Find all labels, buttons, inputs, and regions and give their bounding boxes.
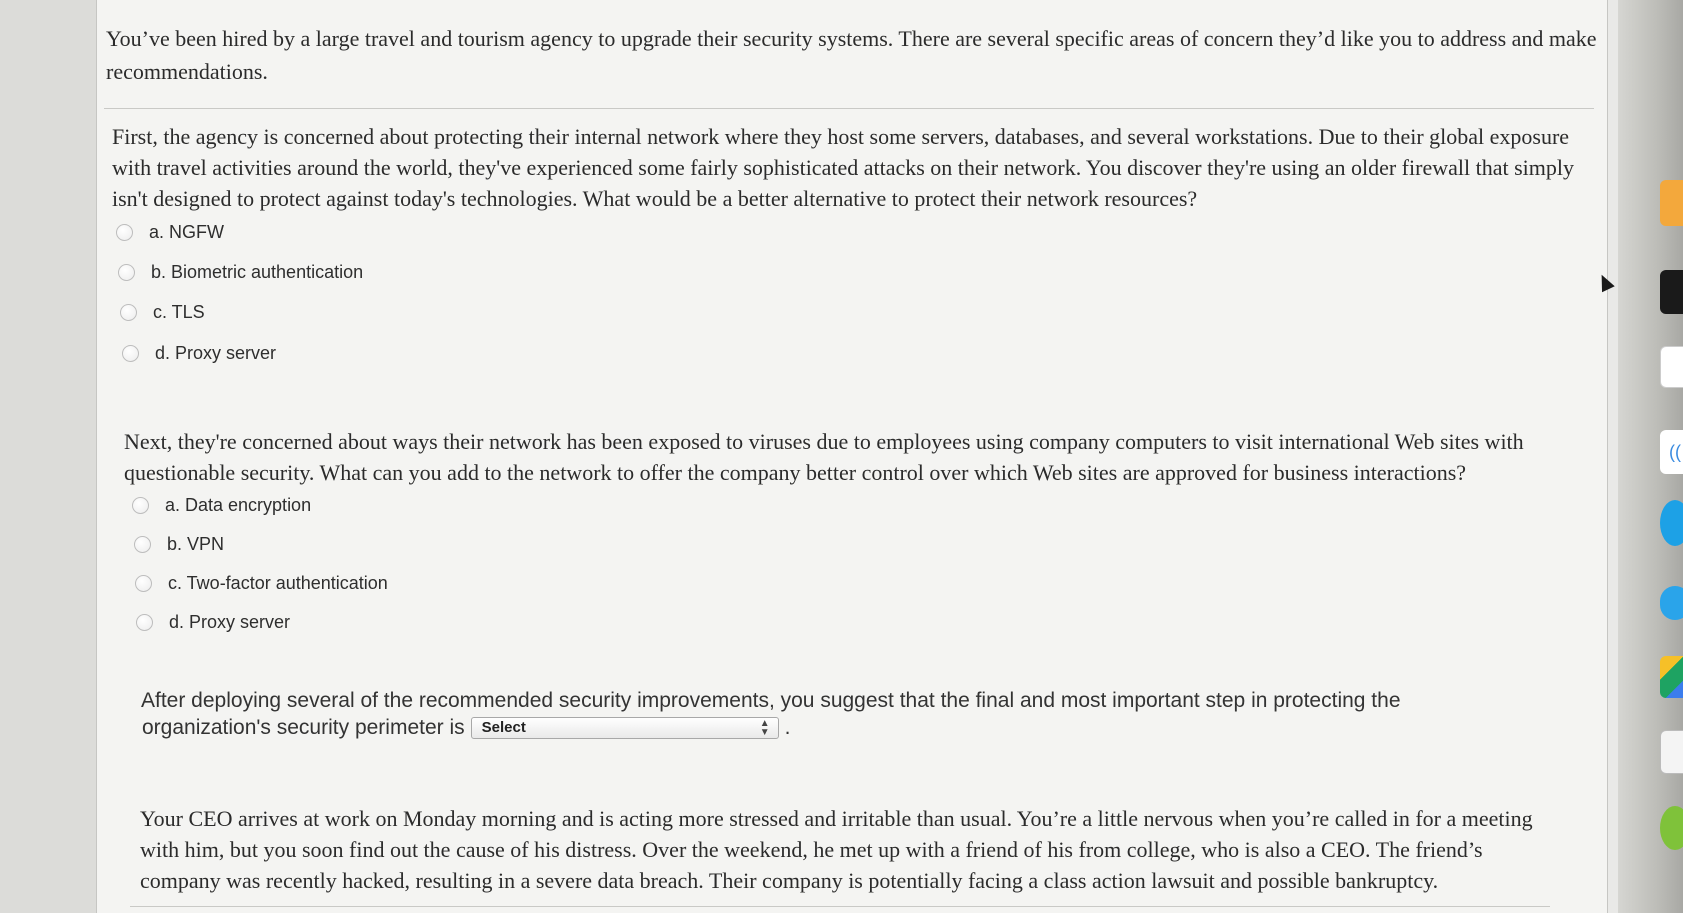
radio-button[interactable] bbox=[120, 304, 137, 321]
option-label: a. Data encryption bbox=[165, 495, 312, 515]
option-label: b. VPN bbox=[167, 534, 225, 554]
question-2-text: Next, they're concerned about ways their network has been exposed to viruses due to employees using company computers to visit international Web sites with questionable security. What can you add to the network to offer the company better control over which Web sites are approved for business interactions? bbox=[124, 429, 1524, 485]
notes-icon[interactable] bbox=[1660, 346, 1683, 388]
question-4-text: Your CEO arrives at work on Monday morning and is acting more stressed and irritable than usual. You’re a little nervous when you’re called in for a meeting with him, but you soon find out the cause of his distress. Over the weekend, he met up with a friend of his from college, who is also a CEO. The friend’s company was recently hacked, resulting in a severe data breach. Their company is potentially facing a class action lawsuit and possible bankruptcy. bbox=[140, 806, 1533, 893]
wifi-icon[interactable]: (( bbox=[1660, 430, 1683, 474]
select-value: Select bbox=[481, 719, 526, 737]
q1-option-b[interactable] bbox=[118, 262, 363, 283]
option-label: b. Biometric authentication bbox=[151, 262, 364, 282]
divider bbox=[130, 906, 1550, 907]
question-3-line-1: After deploying several of the recommended security improvements, you suggest that the final and most important step in protecting the bbox=[141, 689, 1401, 712]
q1-option-c[interactable] bbox=[120, 302, 205, 323]
q2-option-b[interactable] bbox=[134, 534, 224, 555]
cloud-icon[interactable] bbox=[1660, 586, 1683, 620]
option-label: d. Proxy server bbox=[155, 343, 277, 363]
radio-button[interactable] bbox=[132, 497, 149, 514]
option-label: c. TLS bbox=[153, 302, 205, 322]
question-3-prompt: organization's security perimeter is bbox=[142, 716, 465, 739]
radio-button[interactable] bbox=[134, 536, 151, 553]
option-label: c. Two-factor authentication bbox=[168, 573, 388, 593]
radio-button[interactable] bbox=[122, 345, 139, 362]
option-label: d. Proxy server bbox=[169, 612, 291, 632]
q2-option-a[interactable] bbox=[132, 495, 311, 516]
q2-option-d[interactable] bbox=[136, 612, 290, 633]
app-badge-icon[interactable] bbox=[1660, 500, 1683, 546]
left-gutter bbox=[0, 0, 100, 913]
green-app-icon[interactable] bbox=[1660, 806, 1683, 850]
question-3-period: . bbox=[784, 716, 791, 739]
option-label: a. NGFW bbox=[149, 222, 224, 242]
radio-button[interactable] bbox=[118, 264, 135, 281]
question-1-text: First, the agency is concerned about protecting their internal network where they host some servers, databases, and several workstations. Due to their global exposure with travel activities around the world, they've experienced some fairly sophisticated attacks on their network. You discover they're using an older firewall that simply isn't designed to protect against today's technologies. What would be a better alternative to protect their network resources? bbox=[112, 124, 1574, 211]
divider bbox=[104, 108, 1594, 109]
question-3-line-2 bbox=[142, 714, 1142, 742]
radio-button[interactable] bbox=[135, 575, 152, 592]
drive-icon[interactable] bbox=[1660, 656, 1683, 698]
select-arrows-icon: ▲ ▼ bbox=[759, 718, 770, 739]
radio-button[interactable] bbox=[116, 224, 133, 241]
q1-option-d[interactable] bbox=[122, 343, 276, 364]
document-icon[interactable] bbox=[1660, 730, 1683, 774]
answer-select[interactable] bbox=[471, 717, 779, 739]
intro-text: You’ve been hired by a large travel and tourism agency to upgrade their security systems. There are several specific areas of concern they’d like you to address and make recommendations. bbox=[106, 26, 1597, 84]
app-icon[interactable] bbox=[1660, 180, 1683, 226]
q1-option-a[interactable] bbox=[116, 222, 224, 243]
radio-button[interactable] bbox=[136, 614, 153, 631]
q2-option-c[interactable] bbox=[135, 573, 388, 594]
dock bbox=[1618, 0, 1683, 913]
app-icon[interactable] bbox=[1660, 270, 1683, 314]
